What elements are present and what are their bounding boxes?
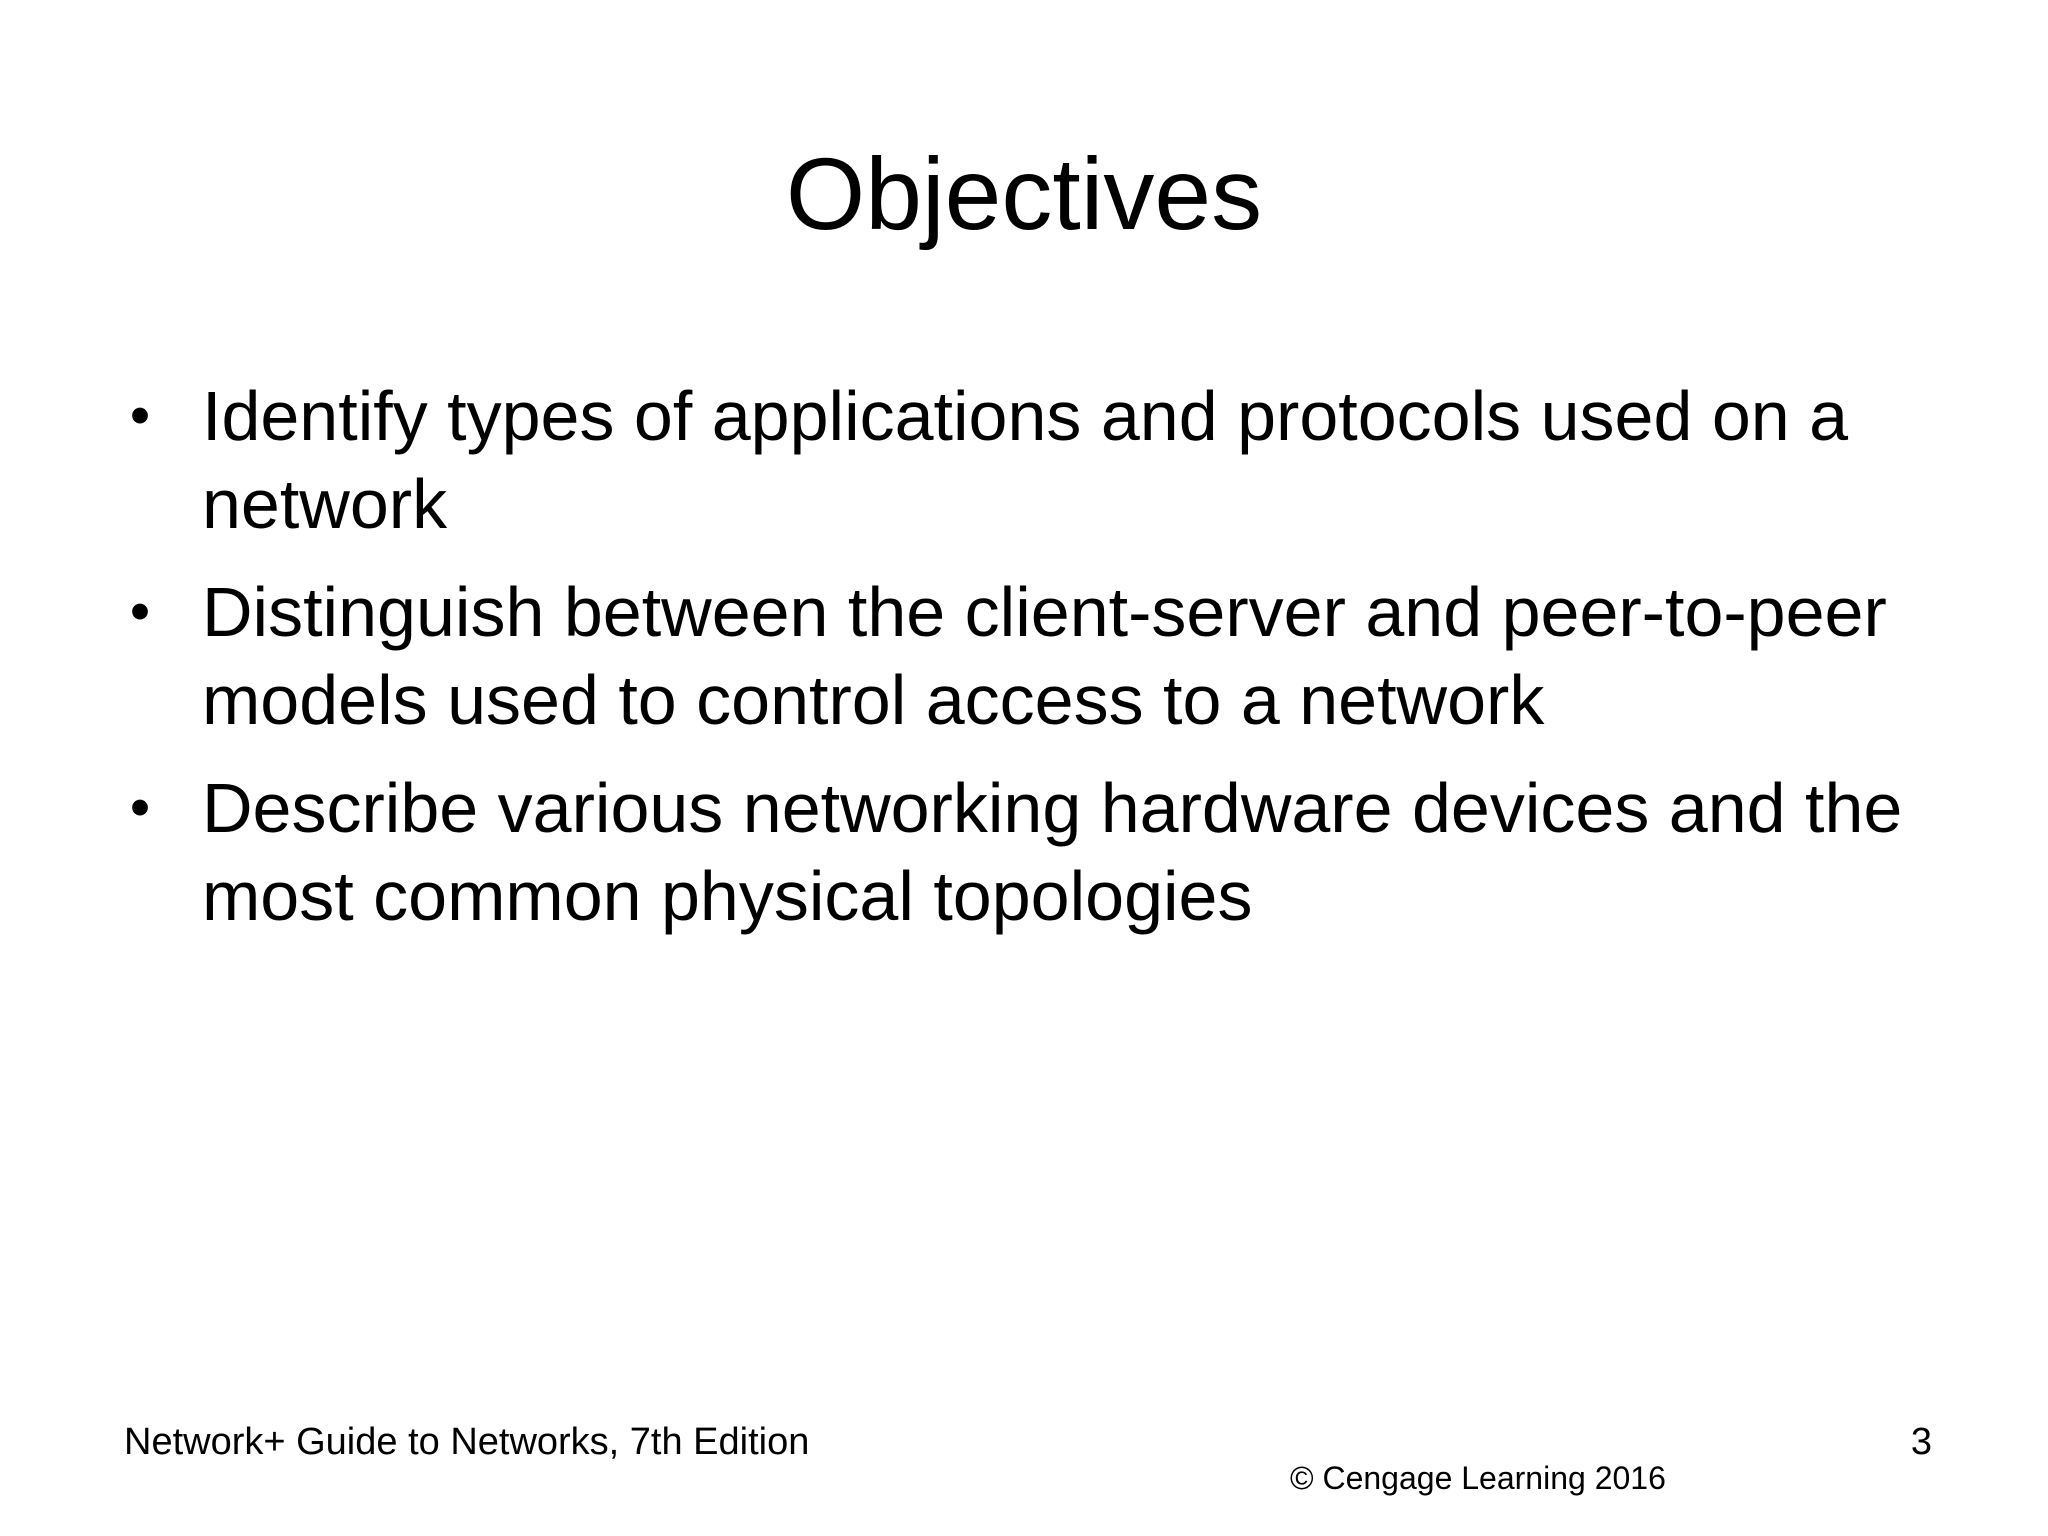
copyright-notice: © Cengage Learning 2016 — [1290, 1460, 1666, 1496]
bullet-icon: • — [129, 579, 151, 644]
footer-book-title: Network+ Guide to Networks, 7th Edition — [124, 1421, 810, 1463]
list-item — [120, 764, 1920, 940]
bullet-icon: • — [129, 775, 151, 840]
objectives-list — [120, 372, 1920, 960]
list-item — [120, 568, 1920, 744]
list-item — [120, 372, 1920, 548]
bullet-icon: • — [129, 383, 151, 448]
bullet-text: Describe various networking hardware devices and the most common physical topologies — [202, 769, 1903, 935]
bullet-text: Distinguish between the client-server and peer-to-peer models used to control access to a network — [202, 573, 1887, 739]
page-number: 3 — [1910, 1421, 1932, 1463]
slide-title: Objectives — [785, 137, 1263, 251]
bullet-text: Identify types of applications and protocols used on a network — [202, 377, 1849, 543]
